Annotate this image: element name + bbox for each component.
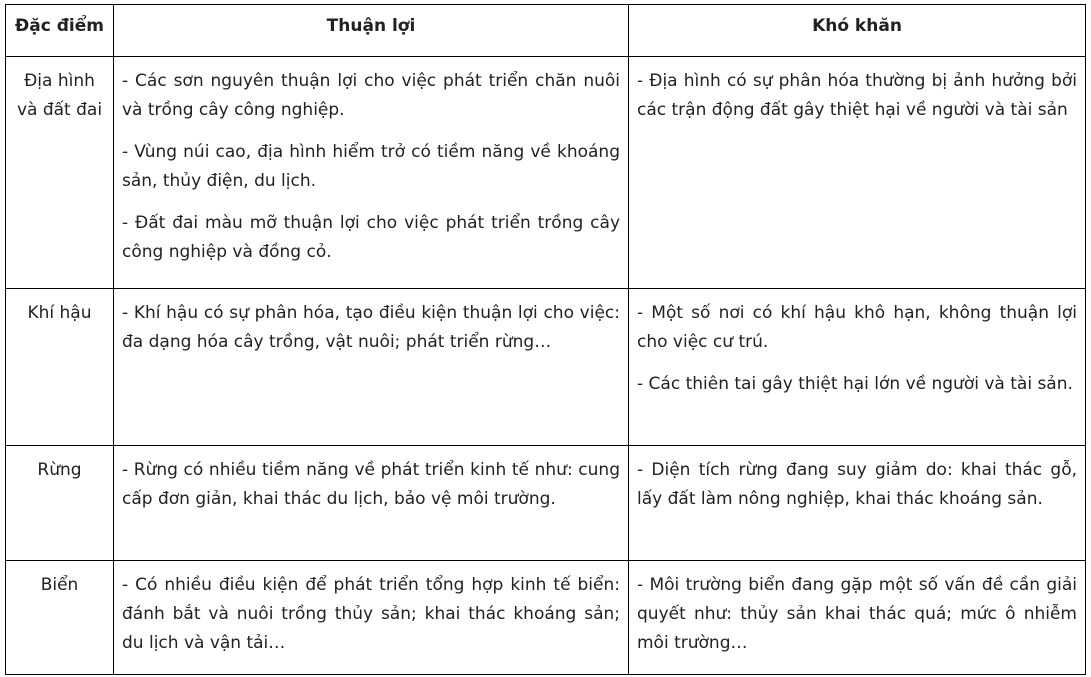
advantages-cell [114,289,629,446]
feature-cell: Rừng [6,446,114,561]
feature-cell: Biển [6,561,114,675]
difficulties-cell [629,446,1086,561]
table-row [6,289,1086,446]
header-row [6,5,1086,57]
advantage-item: - Vùng núi cao, địa hình hiểm trở có tiềm năng về khoáng sản, thủy điện, du lịch. [122,142,620,191]
advantage-item: - Đất đai màu mỡ thuận lợi cho việc phát triển trồng cây công nghiệp và đồng cỏ. [122,213,620,262]
advantage-item: - Khí hậu có sự phân hóa, tạo điều kiện thuận lợi cho việc: đa dạng hóa cây trồng, vật nuôi; phát triển rừng… [122,303,620,352]
advantages-cell [114,446,629,561]
difficulties-cell [629,561,1086,675]
difficulty-item: - Môi trường biển đang gặp một số vấn đề cần giải quyết như: thủy sản khai thác quá; mức ô nhiễm môi trường… [637,575,1077,653]
difficulties-cell [629,289,1086,446]
features-table [5,4,1086,675]
difficulty-item: - Địa hình có sự phân hóa thường bị ảnh hưởng bởi các trận động đất gây thiệt hại về người và tài sản [637,71,1077,120]
advantages-cell [114,57,629,289]
header-feature: Đặc điểm [6,5,114,57]
difficulty-item: - Một số nơi có khí hậu khô hạn, không thuận lợi cho việc cư trú. [637,303,1077,352]
table-row [6,57,1086,289]
advantages-cell [114,561,629,675]
header-advantages: Thuận lợi [114,5,629,57]
difficulty-item: - Các thiên tai gây thiệt hại lớn về người và tài sản. [637,374,1073,394]
difficulty-item: - Diện tích rừng đang suy giảm do: khai thác gỗ, lấy đất làm nông nghiệp, khai thác khoáng sản. [637,460,1077,509]
difficulties-cell [629,57,1086,289]
feature-cell: Địa hình và đất đai [6,57,114,289]
advantage-item: - Rừng có nhiều tiềm năng về phát triển kinh tế như: cung cấp đơn giản, khai thác du lịch, bảo vệ môi trường. [122,460,620,509]
feature-cell: Khí hậu [6,289,114,446]
table-row [6,561,1086,675]
advantage-item: - Có nhiều điều kiện để phát triển tổng hợp kinh tế biển: đánh bắt và nuôi trồng thủy sản; khai thác khoáng sản; du lịch và vận tải… [122,575,620,653]
table-row [6,446,1086,561]
header-difficulties: Khó khăn [629,5,1086,57]
advantage-item: - Các sơn nguyên thuận lợi cho việc phát triển chăn nuôi và trồng cây công nghiệp. [122,71,620,120]
